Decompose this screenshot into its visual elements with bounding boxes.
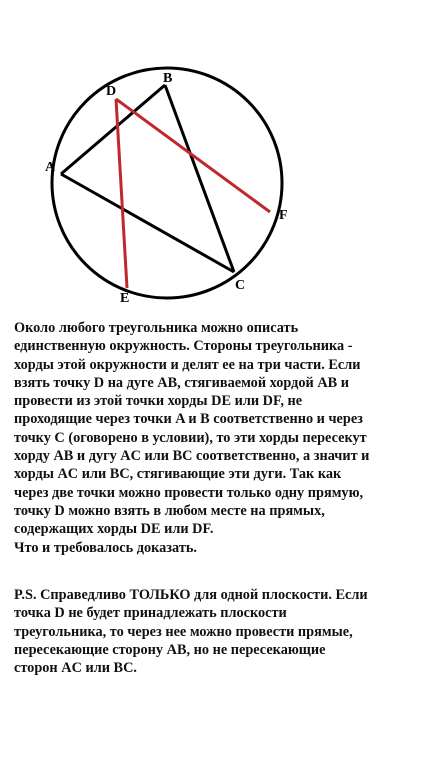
- chord-df: [116, 99, 270, 212]
- point-label-b: B: [163, 71, 173, 86]
- proof-line: хорду AB и дугу AC или BC соответственно, а значит и: [14, 448, 370, 465]
- circumscribed-circle: [52, 68, 282, 298]
- point-label-d: D: [106, 84, 117, 99]
- chord-de: [116, 99, 127, 288]
- proof-line: содержащих хорды DE или DF.: [14, 521, 214, 538]
- proof-line: точку D можно взять в любом месте на прямых,: [14, 502, 325, 519]
- proof-line: Что и требовалось доказать.: [14, 539, 197, 556]
- ps-line: пересекающие сторону AB, но не пересекающие: [14, 641, 326, 658]
- proof-text: [14, 319, 419, 557]
- proof-line: хорды AC или BC, стягивающие эти дуги. Так как: [14, 466, 342, 483]
- proof-line: через две точки можно провести только одну прямую,: [14, 484, 364, 501]
- proof-line: хорды этой окружности и делят ее на три части. Если: [14, 356, 361, 373]
- proof-line: провести из этой точки хорды DE или DF, не: [14, 393, 303, 410]
- point-label-f: F: [279, 208, 288, 223]
- ps-line: P.S. Справедливо ТОЛЬКО для одной плоскости. Если: [14, 587, 368, 603]
- point-label-a: A: [45, 160, 56, 175]
- proof-line: Около любого треугольника можно описать: [14, 320, 299, 336]
- ps-line: треугольника, то через нее можно провести прямые,: [14, 623, 353, 640]
- point-label-c: C: [235, 278, 246, 293]
- proof-line: проходящие через точки A и B соответственно и через: [14, 411, 363, 428]
- proof-line: точку C (оговорено в условии), то эти хорды пересекут: [14, 429, 367, 446]
- point-label-e: E: [120, 291, 130, 306]
- proof-line: единственную окружность. Стороны треугольника -: [14, 338, 353, 355]
- side-ac: [61, 174, 234, 272]
- ps-line: сторон AC или BC.: [14, 660, 137, 677]
- geometry-figure: [0, 0, 425, 315]
- ps-note: [14, 586, 419, 677]
- proof-line: взять точку D на дуге AB, стягиваемой хордой AB и: [14, 374, 350, 391]
- ps-line: точка D не будет принадлежать плоскости: [14, 605, 287, 622]
